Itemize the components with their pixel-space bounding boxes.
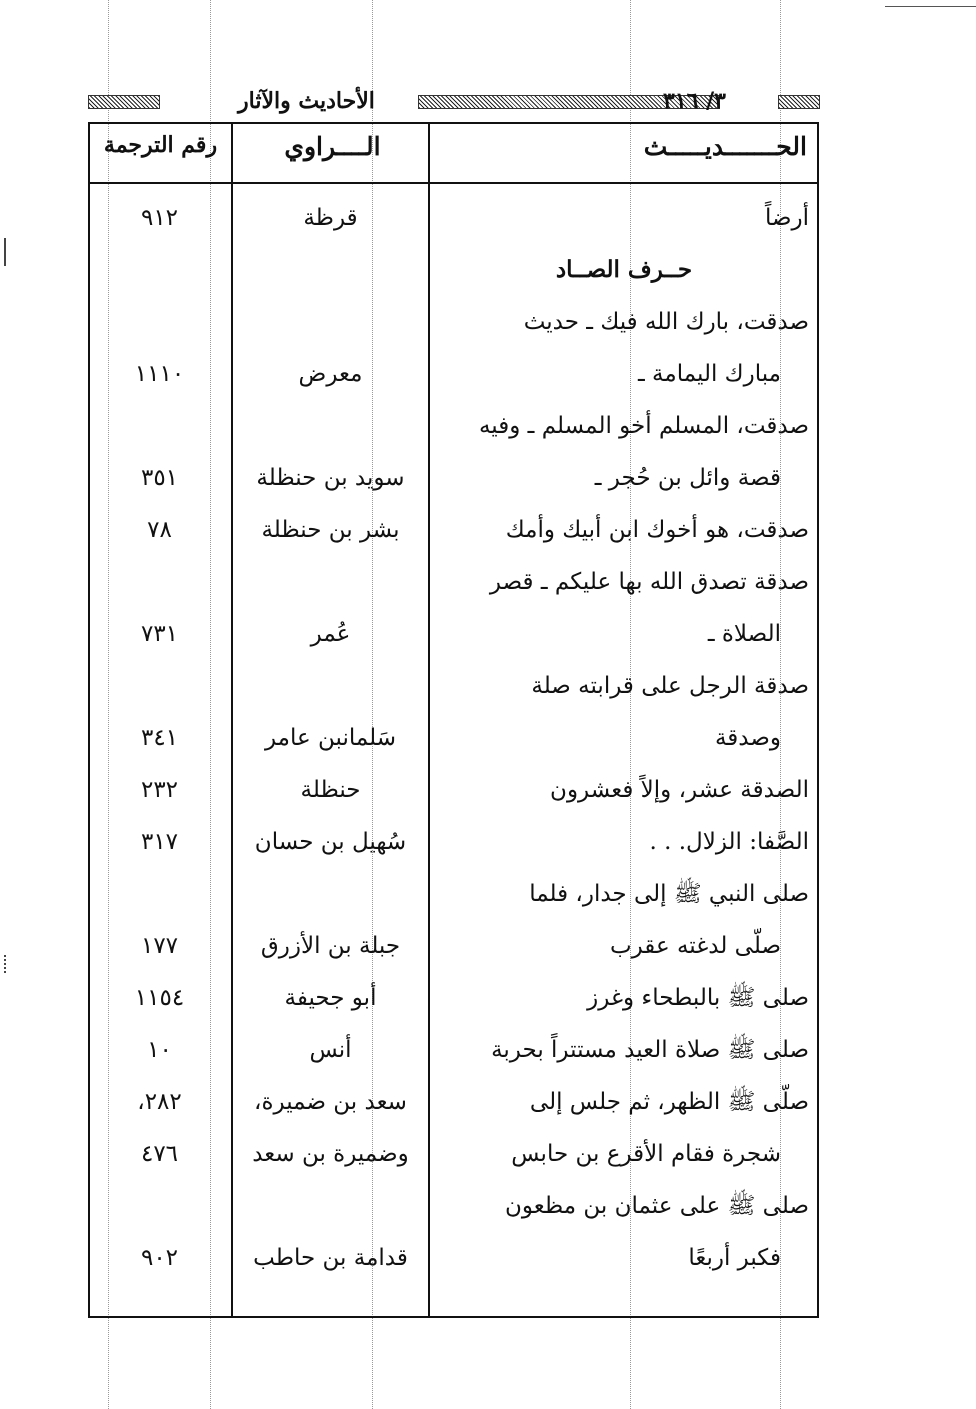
narrator-name: أبو جحيفة — [284, 985, 377, 1011]
header-ornament — [778, 95, 820, 109]
hadith-text: صلّى لدغته عقرب — [609, 933, 781, 959]
narrator-name: معرض — [298, 361, 363, 387]
table-row — [88, 1180, 819, 1232]
hadith-text: الصدقة عشر، وإلاً فعشرون — [550, 777, 809, 803]
hadith-text: صدقت، المسلم أخو المسلم ـ وفيه — [478, 413, 809, 439]
hadith-text: صلى ﷺ بالبطحاء وغرز — [587, 985, 809, 1011]
table-row — [88, 608, 819, 660]
tarjama-number: ٢٨٢، — [137, 1089, 182, 1115]
table-row — [88, 556, 819, 608]
narrator-name: قرظة — [303, 205, 358, 231]
column-header-narrator: الــــراوي — [284, 132, 381, 161]
table-row — [88, 1076, 819, 1128]
scan-edge-mark — [4, 955, 6, 973]
table-row — [88, 1024, 819, 1076]
tarjama-number: ٧٣١ — [140, 621, 179, 647]
table-row — [88, 816, 819, 868]
hadith-text: فكبر أربعًا — [688, 1245, 781, 1271]
table-row — [88, 452, 819, 504]
table-row — [88, 920, 819, 972]
header-ornament — [88, 95, 160, 109]
hadith-text: الصَّفا: الزلال. . . — [649, 829, 809, 855]
table-row — [88, 1232, 819, 1284]
hadith-text: مبارك اليمامة ـ — [638, 361, 781, 387]
header-title: الأحاديث والآثار — [238, 88, 375, 114]
tarjama-number: ٤٧٦ — [140, 1141, 179, 1167]
section-heading-row — [88, 244, 819, 296]
tarjama-number: ٣١٧ — [140, 829, 179, 855]
column-header-tarjama: رقم الترجمة — [103, 132, 218, 158]
section-heading: حــرف الصــاد — [555, 256, 693, 283]
table-row — [88, 868, 819, 920]
table-row — [88, 348, 819, 400]
tarjama-number: ٩٠٢ — [140, 1245, 179, 1271]
narrator-name: أنس — [309, 1037, 352, 1063]
narrator-name: وضميرة بن سعد — [252, 1141, 409, 1167]
tarjama-number: ٣٥١ — [140, 465, 179, 491]
narrator-name: سَلمانبن عامر — [264, 725, 397, 751]
tarjama-number: ١١١٠ — [134, 361, 185, 387]
table-row — [88, 1128, 819, 1180]
narrator-name: سويد بن حنظلة — [256, 465, 405, 491]
hadith-text: قصة وائل بن حُجر ـ — [594, 465, 781, 491]
hadith-text: صدقت، هو أخوك ابن أبيك وأمك — [505, 517, 809, 543]
narrator-name: سُهيل بن حسان — [254, 829, 407, 855]
hadith-text: الصلاة ـ — [707, 621, 781, 647]
tarjama-number: ٩١٢ — [140, 205, 179, 231]
page-reference: ٣/ ٣١٦ — [663, 88, 726, 114]
tarjama-number: ١٠ — [147, 1037, 172, 1063]
hadith-text: أرضاً — [764, 205, 809, 231]
narrator-name: بشر بن حنظلة — [261, 517, 400, 543]
table-row — [88, 712, 819, 764]
hadith-text: صلى ﷺ على عثمان بن مظعون — [505, 1193, 809, 1219]
hadith-text: شجرة فقام الأقرع بن حابس — [511, 1141, 781, 1167]
tarjama-number: ١١٥٤ — [134, 985, 185, 1011]
column-header-hadith: الحـــــــديـــــث — [643, 132, 807, 161]
tarjama-number: ١٧٧ — [140, 933, 179, 959]
table-row — [88, 764, 819, 816]
tarjama-number: ٣٤١ — [140, 725, 179, 751]
hadith-text: صدقة الرجل على قرابته صلة — [531, 673, 809, 699]
table-row — [88, 504, 819, 556]
hadith-text: صلى النبي ﷺ إلى جدار، فلما — [529, 881, 809, 907]
narrator-name: جبلة بن الأزرق — [260, 933, 401, 959]
hadith-text: صدقة تصدق الله بها عليكم ـ قصر — [489, 569, 809, 595]
tarjama-number: ٢٣٢ — [140, 777, 179, 803]
scan-guide-line — [885, 6, 976, 7]
running-header — [88, 88, 818, 116]
hadith-text: وصدقة — [714, 725, 781, 751]
header-rule — [90, 182, 817, 184]
table-row — [88, 660, 819, 712]
tarjama-number: ٧٨ — [147, 517, 172, 543]
narrator-name: حنظلة — [300, 777, 361, 803]
scan-edge-mark — [4, 238, 6, 266]
table-row — [88, 192, 819, 244]
table-row — [88, 972, 819, 1024]
hadith-text: صلّى ﷺ الظهر، ثم جلس إلى — [529, 1089, 809, 1115]
hadith-text: صدقت، بارك الله فيك ـ حديث — [523, 309, 809, 335]
narrator-name: قدامة بن حاطب — [253, 1245, 408, 1271]
hadith-text: صلى ﷺ صلاة العيد مستتراً بحربة — [491, 1037, 809, 1063]
narrator-name: عُمر — [310, 621, 351, 647]
table-row — [88, 296, 819, 348]
table-row — [88, 400, 819, 452]
narrator-name: سعد بن ضميرة، — [254, 1089, 407, 1115]
